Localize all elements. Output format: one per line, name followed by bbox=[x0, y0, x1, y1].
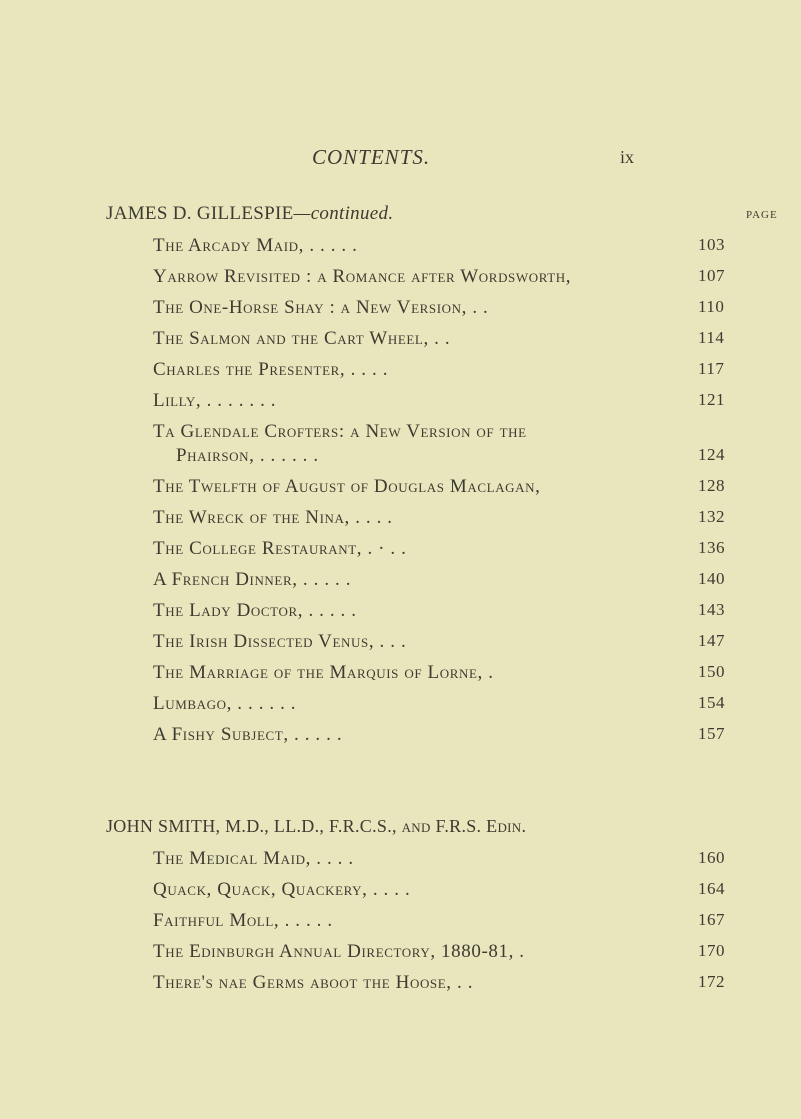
entry-page: 167 bbox=[698, 910, 725, 929]
entry-page: 150 bbox=[698, 662, 725, 681]
toc-entry[interactable] bbox=[0, 662, 801, 688]
entry-title: The College Restaurant, . · . . bbox=[153, 538, 407, 559]
author-name: JOHN SMITH, M.D., LL.D., F.R.C.S., bbox=[106, 816, 397, 836]
entry-page: 157 bbox=[698, 724, 725, 743]
entry-page: 121 bbox=[698, 390, 725, 409]
entry-title: Ta Glendale Crofters: a New Version of the bbox=[153, 421, 527, 442]
entry-page: 172 bbox=[698, 972, 725, 991]
entry-page: 140 bbox=[698, 569, 725, 588]
toc-entry[interactable] bbox=[0, 328, 801, 354]
page-number: ix bbox=[620, 147, 635, 167]
entry-page: 147 bbox=[698, 631, 725, 650]
entry-title: Faithful Moll, . . . . . bbox=[153, 910, 333, 931]
entry-title: The One-Horse Shay : a New Version, . . bbox=[153, 297, 489, 318]
toc-entry[interactable] bbox=[0, 600, 801, 626]
author-name: JAMES D. GILLESPIE bbox=[106, 203, 294, 224]
toc-entry[interactable] bbox=[0, 724, 801, 750]
entry-title: The Arcady Maid, . . . . . bbox=[153, 235, 358, 256]
entry-page: 164 bbox=[698, 879, 725, 898]
toc-entry[interactable] bbox=[0, 569, 801, 595]
toc-entry[interactable] bbox=[0, 941, 801, 967]
entry-page: 107 bbox=[698, 266, 725, 285]
entry-title: The Irish Dissected Venus, . . . bbox=[153, 631, 407, 652]
author-heading bbox=[106, 816, 526, 837]
entry-page: 154 bbox=[698, 693, 725, 712]
entry-title: A French Dinner, . . . . . bbox=[153, 569, 352, 590]
entry-title: The Wreck of the Nina, . . . . bbox=[153, 507, 393, 528]
toc-entry[interactable] bbox=[0, 693, 801, 719]
entry-page: 136 bbox=[698, 538, 725, 557]
entry-title: Yarrow Revisited : a Romance after Wordsworth, bbox=[153, 266, 572, 287]
toc-entry[interactable] bbox=[0, 359, 801, 385]
entry-title: The Twelfth of August of Douglas Maclagan, bbox=[153, 476, 541, 497]
toc-entry[interactable] bbox=[0, 390, 801, 416]
entry-title: Charles the Presenter, . . . . bbox=[153, 359, 389, 380]
toc-entry[interactable] bbox=[0, 266, 801, 292]
toc-entry[interactable] bbox=[0, 910, 801, 936]
entry-title: The Marriage of the Marquis of Lorne, . bbox=[153, 662, 494, 683]
entry-page: 117 bbox=[698, 359, 725, 378]
entry-page: 160 bbox=[698, 848, 725, 867]
entry-page: 124 bbox=[698, 445, 725, 464]
entry-title: Quack, Quack, Quackery, . . . . bbox=[153, 879, 411, 900]
toc-entry-continued[interactable] bbox=[0, 445, 801, 471]
entry-title: A Fishy Subject, . . . . . bbox=[153, 724, 343, 745]
toc-entry[interactable] bbox=[0, 538, 801, 564]
page-column-label: PAGE bbox=[746, 209, 778, 221]
entry-title: Lumbago, . . . . . . bbox=[153, 693, 297, 714]
toc-entry[interactable] bbox=[0, 879, 801, 905]
author-heading bbox=[106, 203, 393, 225]
entry-page: 110 bbox=[698, 297, 725, 316]
entry-title: The Salmon and the Cart Wheel, . . bbox=[153, 328, 451, 349]
entry-page: 132 bbox=[698, 507, 725, 526]
entry-title: Phairson, . . . . . . bbox=[176, 445, 319, 466]
toc-entry[interactable] bbox=[0, 631, 801, 657]
entry-title: Lilly, . . . . . . . bbox=[153, 390, 277, 411]
toc-entry[interactable] bbox=[0, 421, 801, 447]
toc-entry[interactable] bbox=[0, 235, 801, 261]
entry-page: 103 bbox=[698, 235, 725, 254]
entry-title: There's nae Germs aboot the Hoose, . . bbox=[153, 972, 474, 993]
entry-title: The Lady Doctor, . . . . . bbox=[153, 600, 357, 621]
entry-page: 143 bbox=[698, 600, 725, 619]
author-continued: —continued. bbox=[293, 203, 394, 224]
entry-title: The Edinburgh Annual Directory, 1880-81, . bbox=[153, 941, 525, 962]
entry-title: The Medical Maid, . . . . bbox=[153, 848, 354, 869]
running-title: CONTENTS. bbox=[312, 145, 431, 169]
entry-page: 128 bbox=[698, 476, 725, 495]
toc-entry[interactable] bbox=[0, 507, 801, 533]
author-credentials: and F.R.S. Edin. bbox=[401, 816, 527, 836]
running-head bbox=[0, 145, 801, 175]
entry-page: 170 bbox=[698, 941, 725, 960]
toc-entry[interactable] bbox=[0, 972, 801, 998]
toc-entry[interactable] bbox=[0, 848, 801, 874]
toc-entry[interactable] bbox=[0, 476, 801, 502]
toc-entry[interactable] bbox=[0, 297, 801, 323]
entry-page: 114 bbox=[698, 328, 725, 347]
